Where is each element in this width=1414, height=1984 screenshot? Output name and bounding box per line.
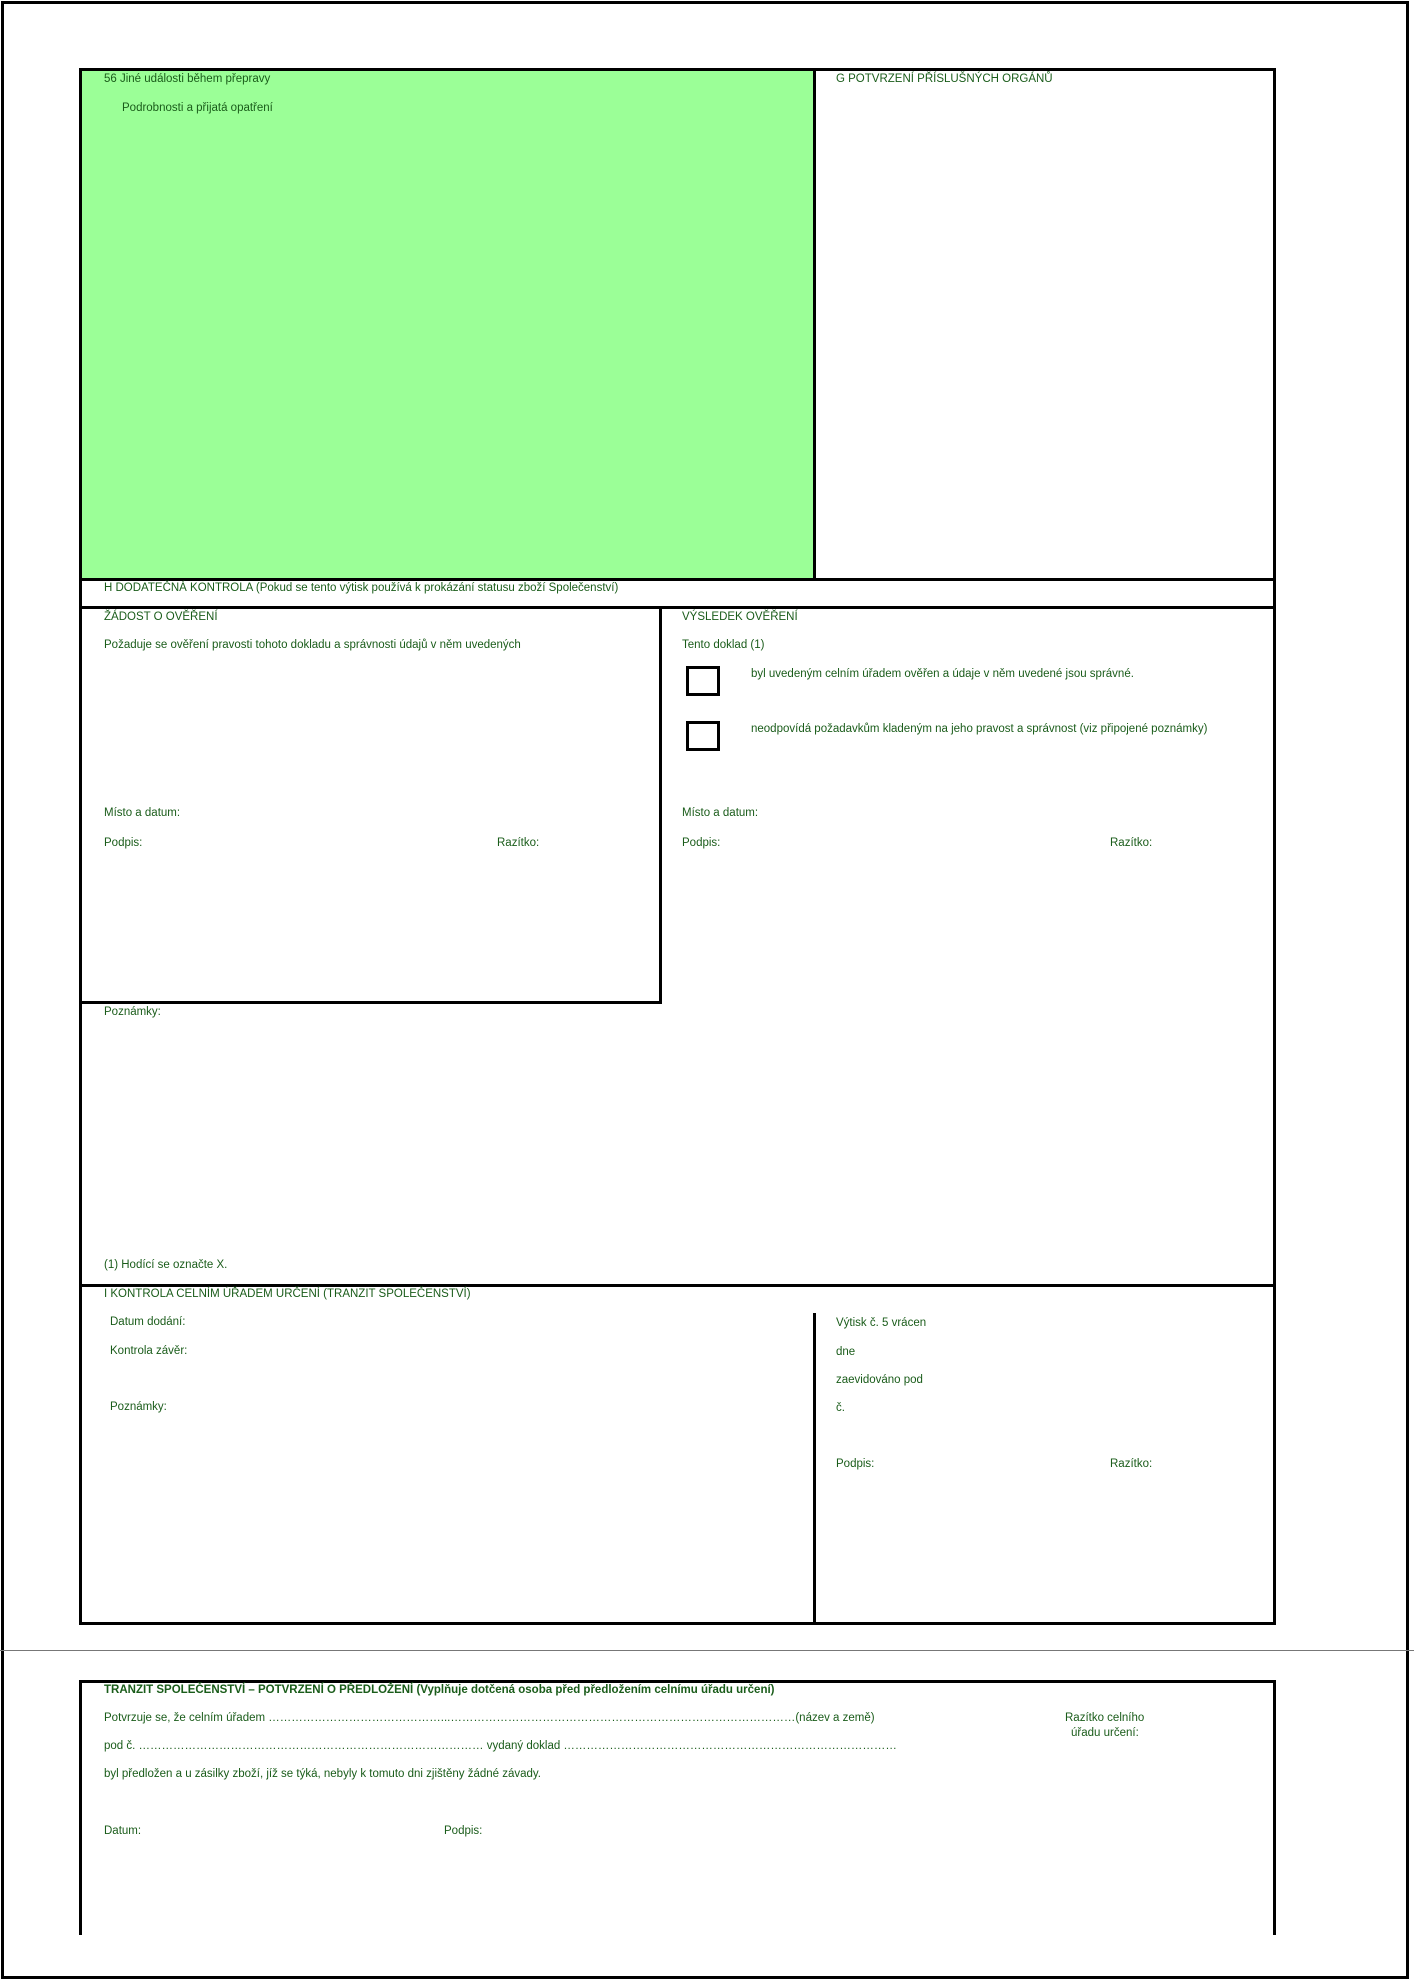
result-intro: Tento doklad (1) (682, 639, 765, 651)
receipt-left-line (79, 1680, 82, 1935)
receipt-signature-label: Podpis: (444, 1825, 483, 1837)
box-h-notes-label: Poznámky: (104, 1006, 161, 1018)
request-text: Požaduje se ověření pravosti tohoto dokladu a správnosti údajů v něm uvedených (104, 639, 521, 651)
box-i-title: I KONTROLA CELNÍM ÚŘADEM URČENÍ (TRANZIT SPOLEČENSTVÍ) (104, 1288, 471, 1300)
cut-line (0, 1650, 1414, 1651)
box-h-footnote: (1) Hodící se označte X. (104, 1259, 228, 1271)
delivery-date-label: Datum dodání: (110, 1316, 186, 1328)
box-i-stamp-label: Razítko: (1110, 1458, 1153, 1470)
seal-check-label: Kontrola závěr: (110, 1345, 188, 1357)
result-option2-label: neodpovídá požadavkům kladeným na jeho pravost a správnost (viz připojené poznámky) (751, 723, 1208, 735)
receipt-title: TRANZIT SPOLEČENSTVÍ – POTVRZENÍ O PŘEDLOŽENÍ (Vyplňuje dotčená osoba před předložením celnímu úřadu určení) (104, 1684, 775, 1696)
copy-returned-label: Výtisk č. 5 vrácen (836, 1317, 927, 1329)
receipt-line-1: Potvrzuje se, že celním úřadem ………………………………………...………………………………………………………………………………(název a země) (104, 1712, 875, 1724)
request-signature-label: Podpis: (104, 837, 143, 849)
box-56-subtitle: Podrobnosti a přijatá opatření (122, 102, 273, 114)
receipt-right-line (1273, 1680, 1276, 1935)
box-g-title: G POTVRZENÍ PŘÍSLUŠNÝCH ORGÁNŮ (836, 73, 1053, 85)
receipt-stamp-label-1: Razítko celního (1065, 1712, 1145, 1724)
result-option2-checkbox[interactable] (686, 721, 720, 751)
result-title: VÝSLEDEK OVĚŘENÍ (682, 611, 798, 623)
result-stamp-label: Razítko: (1110, 837, 1153, 849)
registered-label: zaevidováno pod (836, 1374, 923, 1386)
receipt-line-2: pod č. ……………………………………………………………………………… vydaný doklad …………………………………………………………………………… (104, 1740, 897, 1752)
result-option1-checkbox[interactable] (686, 666, 720, 696)
receipt-line-3: byl předložen a u zásilky zboží, jíž se týká, nebyly k tomuto dni zjištěny žádné závady. (104, 1768, 541, 1780)
box-56-other-incidents[interactable] (79, 68, 816, 581)
result-place-date-label: Místo a datum: (682, 807, 759, 819)
receipt-date-label: Datum: (104, 1825, 142, 1837)
box-g-area[interactable] (819, 90, 1273, 578)
return-date-label: dne (836, 1346, 856, 1358)
box-h-title: H DODATEČNÁ KONTROLA (Pokud se tento výtisk používá k prokázání statusu zboží Společenství) (104, 582, 619, 594)
request-stamp-label: Razítko: (497, 837, 540, 849)
request-title: ŽÁDOST O OVĚŘENÍ (104, 611, 218, 623)
box-i-signature-label: Podpis: (836, 1458, 875, 1470)
receipt-stamp-label-2: úřadu určení: (1071, 1727, 1139, 1739)
box-i-divider (813, 1313, 816, 1625)
number-label: č. (836, 1402, 845, 1414)
verification-request-box (79, 606, 662, 1004)
box-i-notes-label: Poznámky: (110, 1401, 167, 1413)
box-56-title: 56 Jiné události během přepravy (104, 73, 271, 85)
result-option1-label: byl uvedeným celním úřadem ověřen a údaje v něm uvedené jsou správné. (751, 668, 1134, 680)
request-place-date-label: Místo a datum: (104, 807, 181, 819)
result-signature-label: Podpis: (682, 837, 721, 849)
